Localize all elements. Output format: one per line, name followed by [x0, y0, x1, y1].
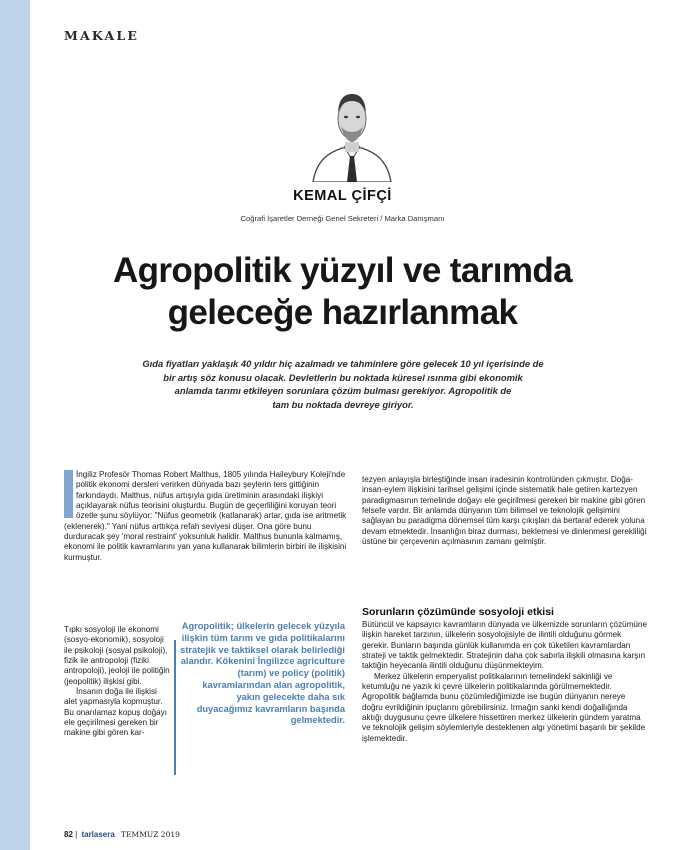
- decorative-side-strip: [0, 0, 30, 850]
- body-paragraph-6: Merkez ülkelerin emperyalist politikalarının temelindeki sakinliği ve ketumluğu ne yazık ki çevre ülkelerin politikalarında görülmemektedir. Agropolitik bağlamda bunu çözümlediğimizde ise bugün dünyanın nereye doğru evrildiğinin ipuçlarını görebilirsiniz. Irmağın sanki kendi doğallığında aktığı duygusunu çevre ülkelere hissettiren merkez ülkelerin gündem yaratma ve teknolojik gelişim söylemleriyle desteklenen algı yönetimi başarılı bir şekilde işlemektedir.: [362, 671, 646, 743]
- lead-line-1: Gıda fiyatları yaklaşık 40 yıldır hiç azalmadı ve tahminlere göre gelecek 10 yıl içerisinde de: [142, 358, 544, 369]
- body-paragraph-4: tezyen anlayışla birleştiğinde insan iradesinin kontrolünden çıkmıştır. Doğa-insan-eylem ilişkisini tarihsel gelişimi içinde sistematik hale getiren kartezyen paradigmasının temelinde doğayı ele geçirilmesi gereken bir makine gibi gören felsefe vardır. Bir anlamda dünyanın tüm bilimsel ve teknolojik gelişimini sağlayan bu paradigma dönemsel tüm karşı çıkışları da bertaraf ederek yoluna devam etmektedir. İnsanlığın biraz durması, beklemesi ve dinlenmesi gerekliliği üstüne bir çerçevenin açılmasının zamanı gelmiştir.: [362, 475, 647, 547]
- magazine-brand: tarlasera: [81, 830, 115, 839]
- body-column-left: [64, 470, 350, 563]
- issue-date: TEMMUZ 2019: [121, 830, 180, 839]
- drop-cap-bar: [64, 470, 73, 518]
- page-number: 82: [64, 830, 73, 839]
- lead-line-4: tam bu noktada devreye giriyor.: [272, 398, 414, 410]
- body-paragraph-3: İnsanın doğa ile ilişkisi alet yapmasıyla kopmuştur. Bu onarılamaz kopuş doğayı ele geçirilmesi gereken bir makine gibi gören kar-: [64, 687, 167, 738]
- body-paragraph-2: Tıpkı sosyoloji ile ekonomi (sosyo-ekonomik), sosyoloji ile psikoloji (sosyal psikoloji), fizik ile antropoloji (fiziki antropoloji), jeoloji ile politiğin (jeopolitik) ilişkisi gibi.: [64, 625, 170, 686]
- author-portrait: [311, 82, 393, 182]
- page-footer: [64, 830, 180, 839]
- author-name: KEMAL ÇİFÇİ: [293, 188, 392, 204]
- headline-line-2: geleceğe hazırlanmak: [167, 293, 518, 332]
- body-column-left-narrow: [64, 625, 172, 739]
- pullquote-rule: [174, 640, 176, 775]
- body-column-right: [362, 475, 647, 547]
- section-subheading: Sorunların çözümünde sosyoloji etkisi: [362, 606, 554, 618]
- lead-line-3: anlamda tarımı etkileyen sorunlara çözüm bulması gerekiyor. Agropolitik de: [174, 385, 512, 397]
- footer-separator: |: [75, 830, 78, 839]
- author-role: Coğrafi İşaretler Derneği Genel Sekreteri / Marka Danışmanı: [240, 214, 445, 223]
- section-label: MAKALE: [64, 28, 140, 43]
- article-lead: [98, 357, 588, 411]
- article-headline: [0, 250, 685, 334]
- body-paragraph-5: Bütüncül ve kapsayıcı kavramların dünyada ve ülkemizde sorunların çözümüne ilişkin hareket tarzının, ülkelerin sosyolojisiyle de ilintili olduğunu görmek gerekir. Bunların başında günlük kullanımda en çok tüketilen kavramlardan strateji ve taktik gelmektedir. Stratejinin daha çok sabırla ilişkili olmasına karşın taktiğin heyecanla ilintili olduğunu düşünmekteyim.: [362, 620, 647, 671]
- body-paragraph-1: İngiliz Profesör Thomas Robert Malthus, 1805 yılında Haileybury Koleji'nde politik ekonomi dersleri verirken dünyada bazı şeylerin ters gittiğinin farkındaydı. Malthus, nüfus artışıyla gıda üretiminin arasındaki ilişkiyi açıklayarak nüfus teorisini oluşturdu. Bugün de geçerliliğini koruyan teori özetle şunu söylüyor: "Nüfus geometrik (katlanarak) artar, gıda ise aritmetik (eklenerek)." Yani nüfus arttıkça refah seviyesi düşer. Ona göre bunu durduracak şey 'moral restraint' yoksunluk halidir. Malthus bununla kalmamış, ekonomi ile politik kavramlarını yan yana kullanarak bilimlerin birbiri ile ilişkisini kurmuştur.: [64, 470, 347, 562]
- pullquote: Agropolitik; ülkelerin gelecek yüzyıla ilişkin tüm tarım ve gıda politikalarını stratejik ve taktiksel olarak belirlediği alandır. Kökenini İngilizce agriculture (tarım) ve policy (politik) kavramlarından alan agropolitik, yakın gelecekte daha sık duyacağımız kavramların başında gelmektedir.: [180, 621, 345, 726]
- headline-line-1: Agropolitik yüzyıl ve tarımda: [112, 251, 573, 290]
- lead-line-2: bir artış söz konusu olacak. Devletlerin bu noktada küresel ısınma gibi ekonomik: [163, 371, 523, 383]
- body-column-right-lower: [362, 620, 647, 744]
